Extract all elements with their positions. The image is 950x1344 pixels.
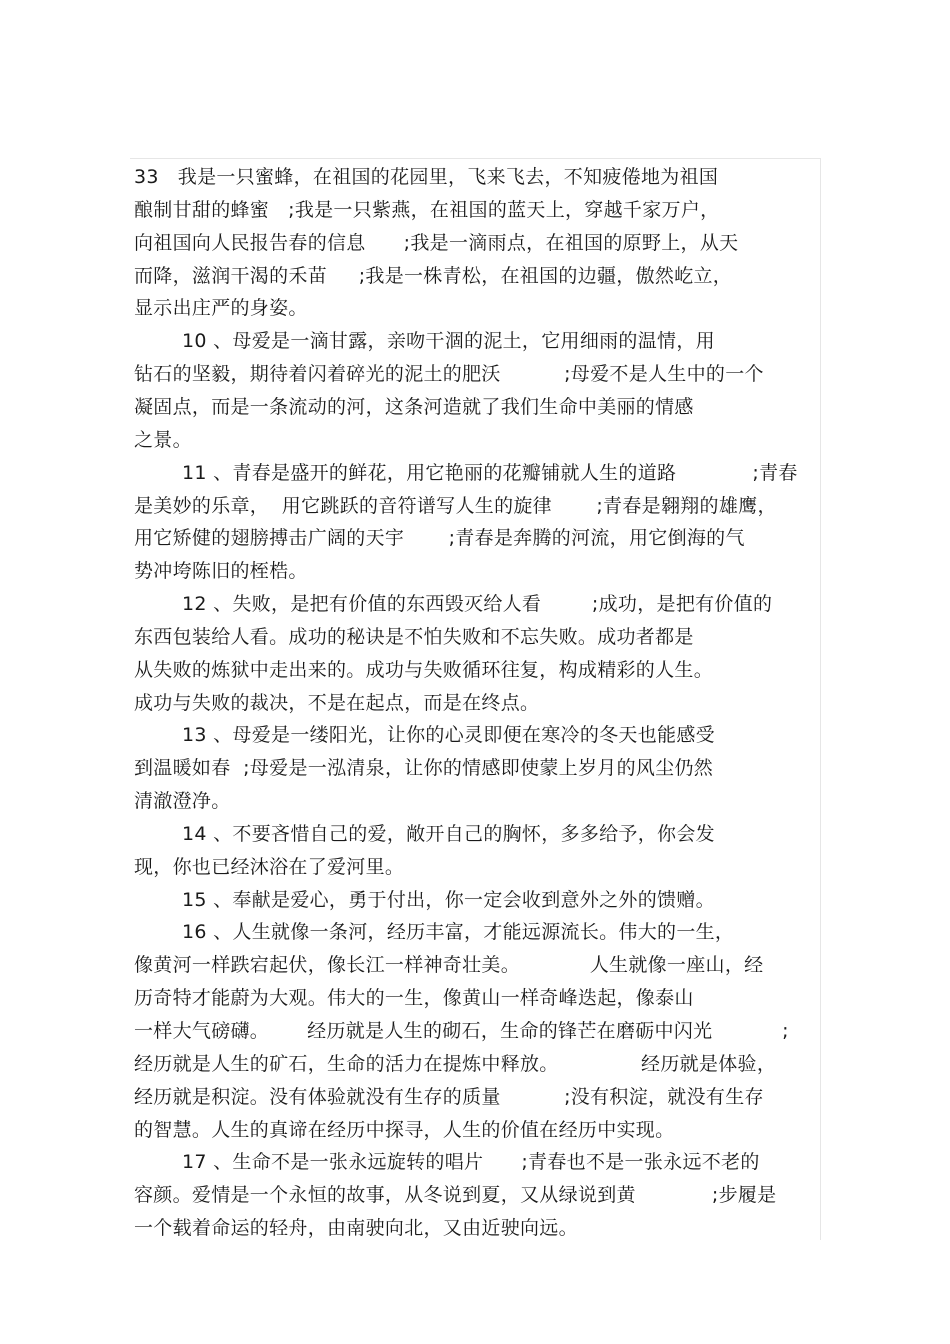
text-line: 一样大气磅礴。 经历就是人生的砌石，生命的锋芒在磨砺中闪光 ; [134,1020,789,1042]
page-border-top [130,158,820,159]
text-line: 经历就是人生的矿石，生命的活力在提炼中释放。 经历就是体验， [134,1053,777,1075]
text-line: 向祖国向人民报告春的信息 ;我是一滴雨点，在祖国的原野上，从天 [134,232,739,254]
paragraph-start-10: 10 、母爱是一滴甘露，亲吻干涸的泥土，它用细雨的温情，用 [182,330,715,352]
page-border-right [820,158,821,1240]
text-line: 东西包装给人看。成功的秘诀是不怕失败和不忘失败。成功者都是 [134,626,694,648]
text-line: 容颜。爱情是一个永恒的故事，从冬说到夏，又从绿说到黄 ;步履是 [134,1184,777,1206]
text-line: 现，你也已经沐浴在了爱河里。 [134,856,405,878]
text-line: 历奇特才能蔚为大观。伟大的一生，像黄山一样奇峰迭起，像泰山 [134,987,694,1009]
paragraph-start-13: 13 、母爱是一缕阳光，让你的心灵即便在寒冷的冬天也能感受 [182,724,715,746]
text-line: 钻石的坚毅，期待着闪着碎光的泥土的肥沃 ;母爱不是人生中的一个 [134,363,764,385]
text-line: 用它矫健的翅膀搏击广阔的天宇 ;青春是奔腾的河流，用它倒海的气 [134,527,745,549]
text-line: 一个载着命运的轻舟，由南驶向北，又由近驶向远。 [134,1217,578,1239]
paragraph-start-15: 15 、奉献是爱心，勇于付出，你一定会收到意外之外的馈赠。 [182,889,715,911]
paragraph-start-14: 14 、不要吝惜自己的爱，敞开自己的胸怀，多多给予，你会发 [182,823,715,845]
paragraph-start-17: 17 、生命不是一张永远旋转的唱片 ;青春也不是一张永远不老的 [182,1151,760,1173]
text-line: 而降，滋润干渴的禾苗 ;我是一株青松，在祖国的边疆，傲然屹立， [134,265,733,287]
text-line: 是美妙的乐章， 用它跳跃的音符谱写人生的旋律 ;青春是翱翔的雄鹰， [134,495,777,517]
text-line: 势冲垮陈旧的桎梏。 [134,560,308,582]
text-line: 凝固点，而是一条流动的河，这条河造就了我们生命中美丽的情感 [134,396,694,418]
text-line: 之景。 [134,429,192,451]
paragraph-start-16: 16 、人生就像一条河，经历丰富，才能远源流长。伟大的一生， [182,921,735,943]
text-line: 清澈澄净。 [134,790,231,812]
paragraph-start-12: 12 、失败，是把有价值的东西毁灭给人看 ;成功，是把有价值的 [182,593,773,615]
text-line: 33 我是一只蜜蜂，在祖国的花园里，飞来飞去，不知疲倦地为祖国 [134,166,719,188]
paragraph-start-11: 11 、青春是盛开的鲜花，用它艳丽的花瓣铺就人生的道路 ;青春 [182,462,798,484]
text-line: 从失败的炼狱中走出来的。成功与失败循环往复，构成精彩的人生。 [134,659,714,681]
text-line: 显示出庄严的身姿。 [134,297,308,319]
text-line: 像黄河一样跌宕起伏，像长江一样神奇壮美。 人生就像一座山，经 [134,954,764,976]
text-line: 经历就是积淀。没有体验就没有生存的质量 ;没有积淀，就没有生存 [134,1086,764,1108]
text-line: 的智慧。人生的真谛在经历中探寻，人生的价值在经历中实现。 [134,1119,675,1141]
text-line: 到温暖如春 ;母爱是一泓清泉，让你的情感即使蒙上岁月的风尘仍然 [134,757,714,779]
text-line: 成功与失败的裁决，不是在起点，而是在终点。 [134,692,540,714]
text-line: 酿制甘甜的蜂蜜 ;我是一只紫燕，在祖国的蓝天上，穿越千家万户， [134,199,720,221]
